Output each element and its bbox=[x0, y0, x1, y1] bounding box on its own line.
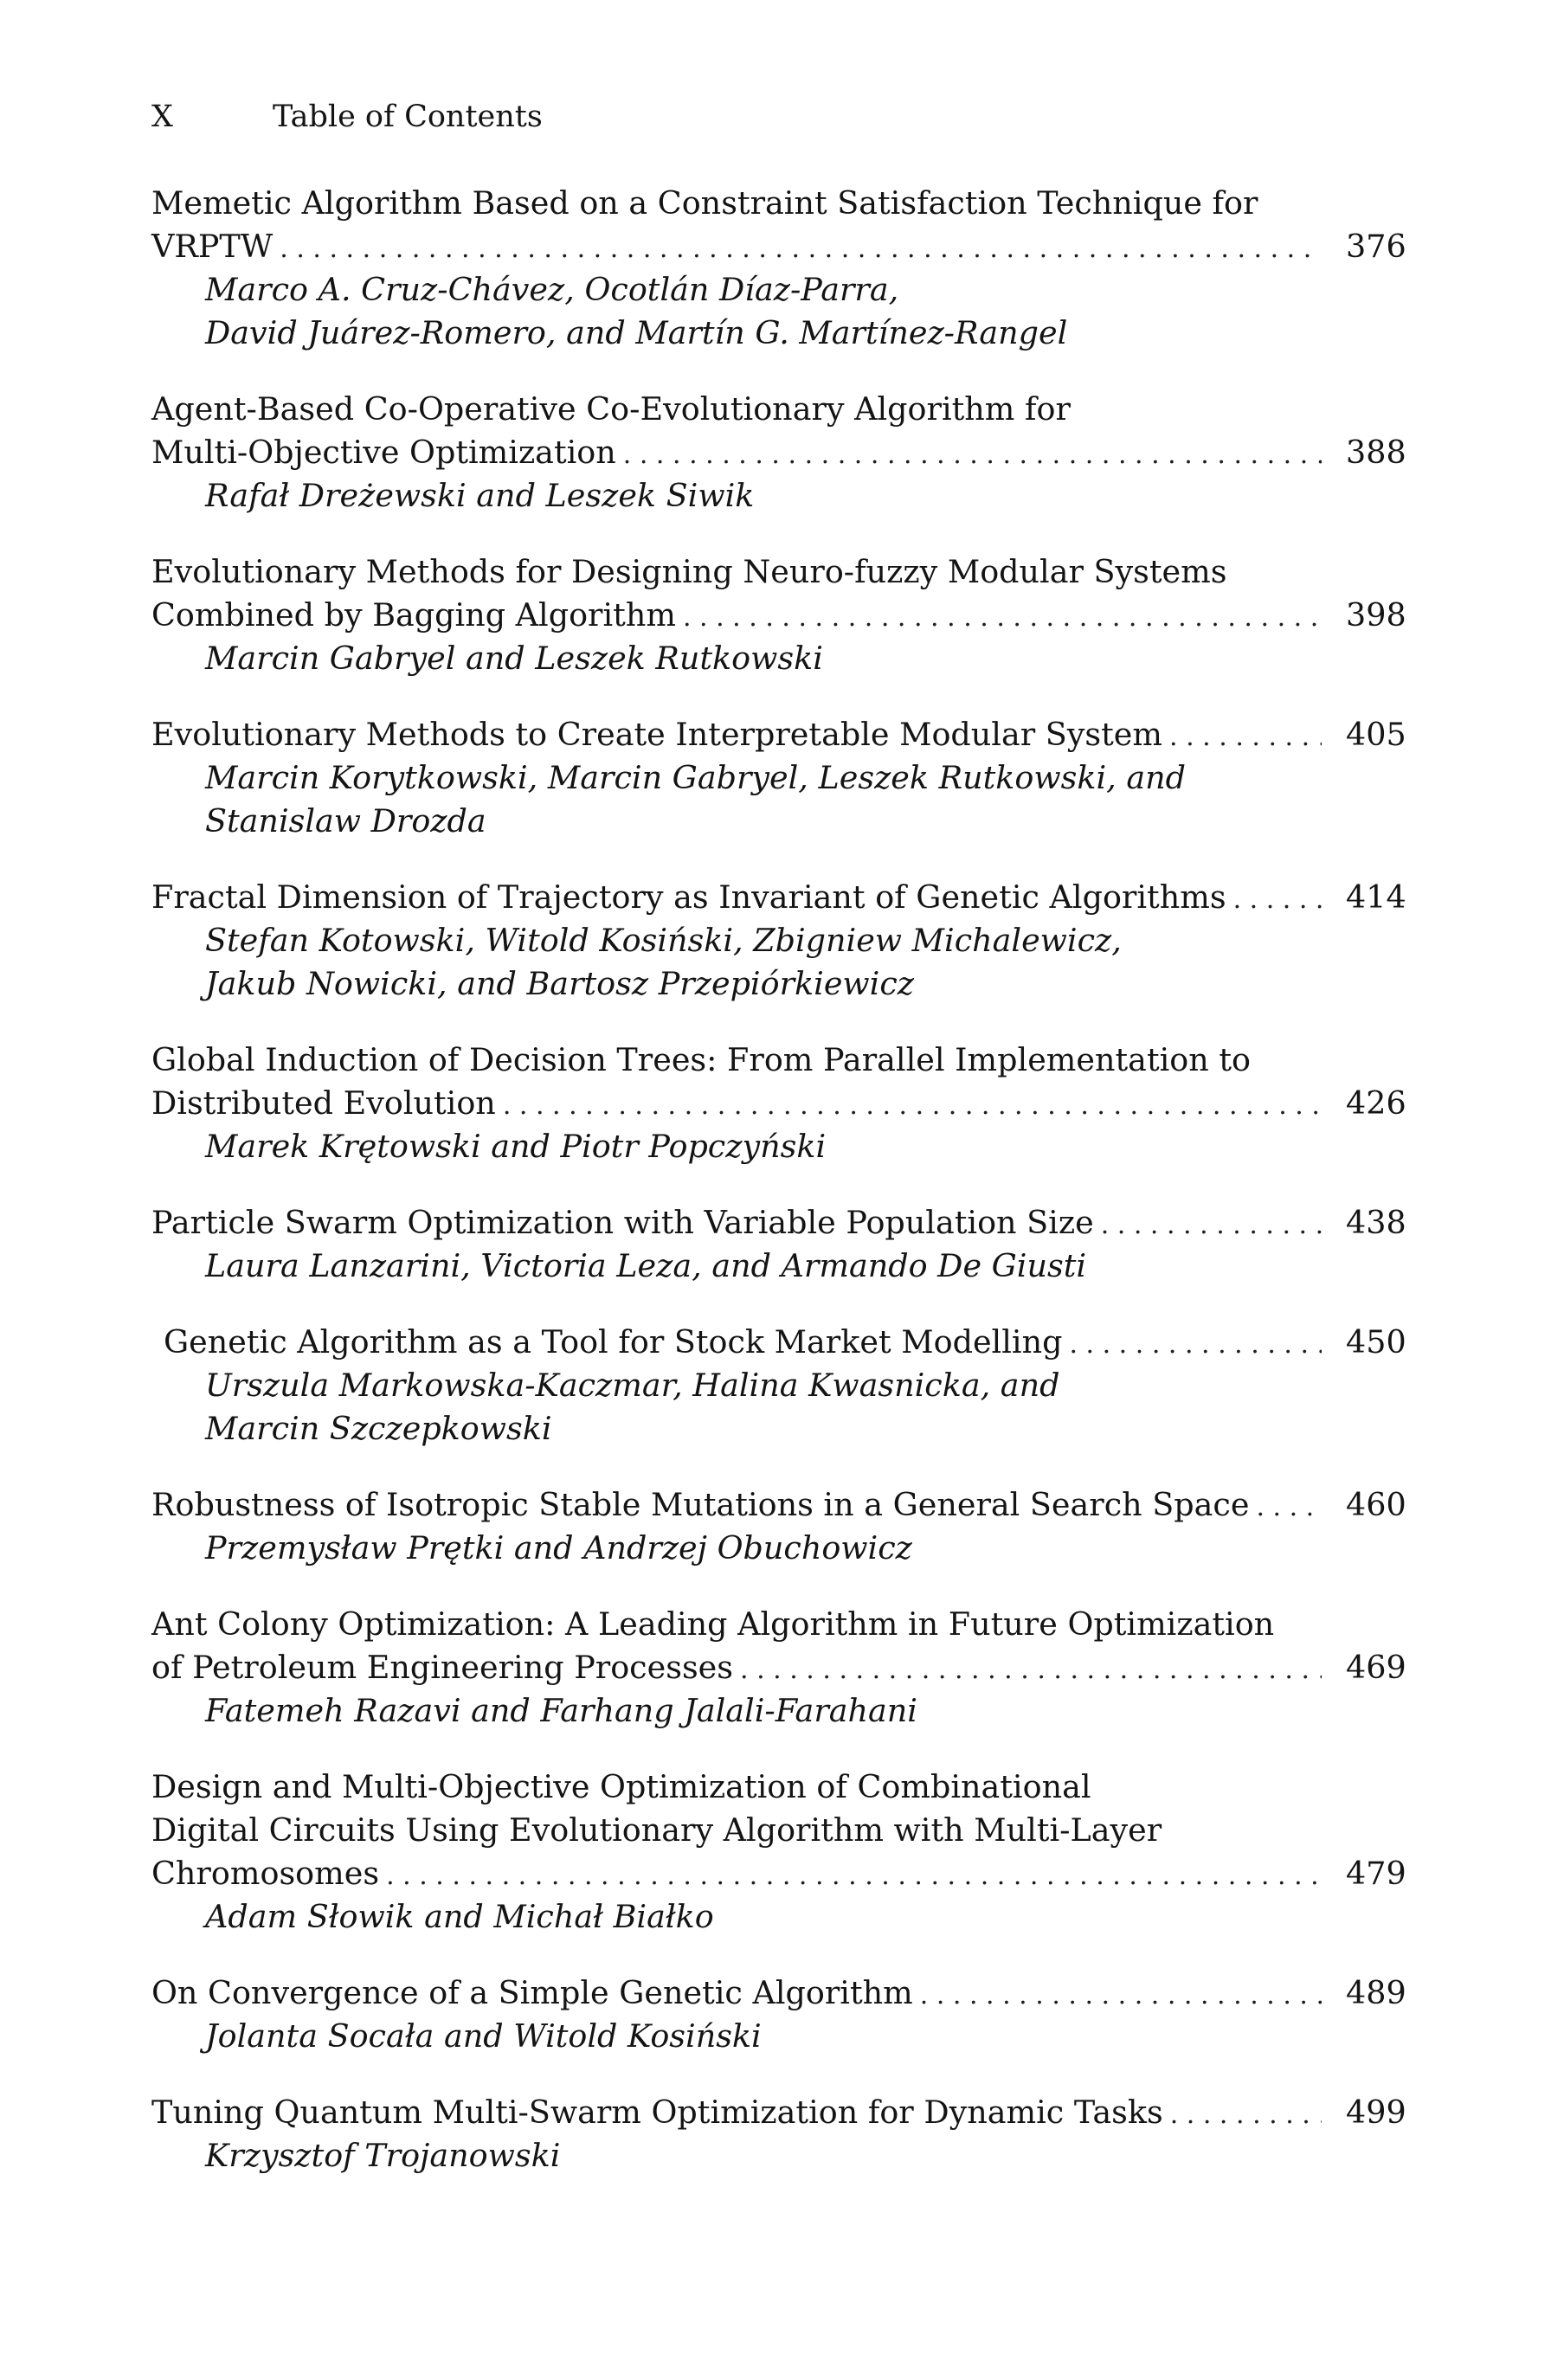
dot-leader bbox=[1069, 1323, 1322, 1367]
toc-entry bbox=[151, 1972, 1406, 2058]
entry-authors: Urszula Markowska-Kaczmar, Halina Kwasnicka, and bbox=[205, 1367, 1060, 1404]
entry-title-line: Ant Colony Optimization: A Leading Algorithm in Future Optimization bbox=[151, 1605, 1275, 1643]
toc-entry bbox=[151, 876, 1406, 1006]
entry-title-text: Multi-Objective Optimization bbox=[151, 434, 616, 471]
toc-entry bbox=[151, 550, 1406, 680]
page-number: 460 bbox=[1346, 1486, 1406, 1523]
page-number: 414 bbox=[1346, 878, 1406, 916]
entry-title bbox=[151, 388, 1406, 474]
entry-title-text: VRPTW bbox=[151, 228, 274, 265]
running-title: Table of Contents bbox=[273, 100, 543, 134]
entry-title-line: Global Induction of Decision Trees: From Parallel Implementation to bbox=[151, 1041, 1252, 1078]
toc-entry bbox=[151, 182, 1406, 355]
page-number: 469 bbox=[1346, 1649, 1406, 1686]
page-number: 426 bbox=[1346, 1084, 1406, 1122]
dot-leader bbox=[1170, 2094, 1322, 2137]
entry-title bbox=[151, 550, 1406, 637]
entry-title-final-line bbox=[151, 876, 1406, 919]
page-number: 450 bbox=[1346, 1323, 1406, 1360]
entry-authors: Jakub Nowicki, and Bartosz Przepiórkiewicz bbox=[205, 965, 915, 1002]
toc-entry bbox=[151, 713, 1406, 843]
entry-title bbox=[151, 1483, 1406, 1527]
entry-title bbox=[151, 2091, 1406, 2134]
page-number: 405 bbox=[1346, 716, 1406, 753]
book-page bbox=[151, 95, 1406, 2174]
entry-title-final-line bbox=[151, 594, 1406, 637]
entry-title-text: Robustness of Isotropic Stable Mutations in a General Search Space bbox=[151, 1486, 1250, 1523]
page-number: 376 bbox=[1346, 228, 1406, 265]
entry-title bbox=[151, 1766, 1406, 1895]
dot-leader bbox=[740, 1649, 1322, 1692]
toc-entry bbox=[151, 1603, 1406, 1733]
dot-leader bbox=[1101, 1204, 1322, 1247]
entry-title-text: Evolutionary Methods to Create Interpretable Modular System bbox=[151, 716, 1163, 753]
toc-entry bbox=[151, 1201, 1406, 1288]
entry-title-final-line bbox=[151, 225, 1406, 268]
entry-title-text: Combined by Bagging Algorithm bbox=[151, 596, 676, 634]
entry-title-line: Evolutionary Methods for Designing Neuro-fuzzy Modular Systems bbox=[151, 553, 1227, 590]
table-of-contents bbox=[151, 182, 1406, 2210]
toc-entry bbox=[151, 1766, 1406, 1939]
entry-title-text: On Convergence of a Simple Genetic Algorithm bbox=[151, 1974, 913, 2011]
dot-leader bbox=[1256, 1486, 1322, 1529]
entry-authors: Krzysztof Trojanowski bbox=[205, 2137, 561, 2174]
entry-authors: Jolanta Socała and Witold Kosiński bbox=[205, 2017, 762, 2055]
page-number: 499 bbox=[1346, 2094, 1406, 2131]
toc-entry bbox=[151, 2091, 1406, 2177]
entry-title-text: Genetic Algorithm as a Tool for Stock Market Modelling bbox=[164, 1323, 1063, 1360]
entry-authors: Marcin Korytkowski, Marcin Gabryel, Leszek Rutkowski, and bbox=[205, 759, 1186, 796]
entry-title-line: Digital Circuits Using Evolutionary Algorithm with Multi-Layer bbox=[151, 1811, 1162, 1849]
entry-title-text: Fractal Dimension of Trajectory as Invariant of Genetic Algorithms bbox=[151, 878, 1226, 916]
entry-authors: Stefan Kotowski, Witold Kosiński, Zbigniew Michalewicz, bbox=[205, 922, 1122, 959]
entry-authors: Fatemeh Razavi and Farhang Jalali-Farahani bbox=[205, 1692, 917, 1729]
dot-leader bbox=[280, 228, 1322, 271]
dot-leader bbox=[920, 1974, 1322, 2017]
page-folio: X bbox=[151, 100, 173, 134]
entry-title bbox=[151, 713, 1406, 756]
toc-entry bbox=[151, 1321, 1406, 1451]
page-number: 398 bbox=[1346, 596, 1406, 634]
page-number: 438 bbox=[1346, 1204, 1406, 1241]
dot-leader bbox=[386, 1855, 1322, 1898]
entry-title bbox=[151, 1201, 1406, 1245]
dot-leader bbox=[503, 1084, 1322, 1128]
running-head bbox=[151, 95, 1398, 138]
entry-authors: David Juárez-Romero, and Martín G. Martínez-Rangel bbox=[205, 314, 1068, 351]
entry-title-final-line bbox=[151, 431, 1406, 474]
entry-title bbox=[151, 876, 1406, 919]
dot-leader bbox=[683, 596, 1322, 640]
entry-authors: Marcin Gabryel and Leszek Rutkowski bbox=[205, 640, 823, 677]
page-number: 489 bbox=[1346, 1974, 1406, 2011]
entry-authors: Marcin Szczepkowski bbox=[205, 1410, 552, 1447]
entry-title bbox=[151, 1039, 1406, 1125]
entry-title bbox=[151, 182, 1406, 268]
toc-entry bbox=[151, 1483, 1406, 1570]
dot-leader bbox=[623, 434, 1322, 477]
entry-title-final-line bbox=[151, 1852, 1406, 1895]
entry-title-final-line bbox=[164, 1321, 1406, 1364]
entry-authors: Marek Krętowski and Piotr Popczyński bbox=[205, 1128, 827, 1165]
entry-title-text: Particle Swarm Optimization with Variable Population Size bbox=[151, 1204, 1094, 1241]
page-number: 479 bbox=[1346, 1855, 1406, 1892]
entry-title-final-line bbox=[151, 1082, 1406, 1125]
toc-entry bbox=[151, 388, 1406, 518]
toc-entry bbox=[151, 1039, 1406, 1168]
entry-title-final-line bbox=[151, 1646, 1406, 1689]
entry-authors: Marco A. Cruz-Chávez, Ocotlán Díaz-Parra, bbox=[205, 271, 899, 308]
dot-leader bbox=[1169, 716, 1322, 759]
entry-title-final-line bbox=[151, 1201, 1406, 1245]
entry-title bbox=[151, 1972, 1406, 2015]
entry-title-line: Memetic Algorithm Based on a Constraint Satisfaction Technique for bbox=[151, 184, 1258, 222]
entry-authors: Stanislaw Drozda bbox=[205, 802, 486, 839]
entry-authors: Adam Słowik and Michał Białko bbox=[205, 1898, 714, 1935]
entry-title-final-line bbox=[151, 1972, 1406, 2015]
entry-title-line: Agent-Based Co-Operative Co-Evolutionary Algorithm for bbox=[151, 390, 1071, 428]
entry-title bbox=[151, 1603, 1406, 1689]
entry-title-text: of Petroleum Engineering Processes bbox=[151, 1649, 734, 1686]
entry-title-text: Chromosomes bbox=[151, 1855, 380, 1892]
entry-title-final-line bbox=[151, 1483, 1406, 1527]
entry-title-text: Distributed Evolution bbox=[151, 1084, 496, 1122]
entry-authors: Laura Lanzarini, Victoria Leza, and Armando De Giusti bbox=[205, 1247, 1087, 1284]
entry-authors: Rafał Dreżewski and Leszek Siwik bbox=[205, 477, 755, 514]
entry-title-line: Design and Multi-Objective Optimization of Combinational bbox=[151, 1768, 1091, 1805]
dot-leader bbox=[1233, 878, 1322, 922]
entry-title bbox=[151, 1321, 1406, 1364]
entry-title-final-line bbox=[151, 713, 1406, 756]
entry-title-final-line bbox=[151, 2091, 1406, 2134]
entry-title-text: Tuning Quantum Multi-Swarm Optimization for Dynamic Tasks bbox=[151, 2094, 1163, 2131]
entry-authors: Przemysław Prętki and Andrzej Obuchowicz bbox=[205, 1529, 912, 1566]
page-number: 388 bbox=[1346, 434, 1406, 471]
